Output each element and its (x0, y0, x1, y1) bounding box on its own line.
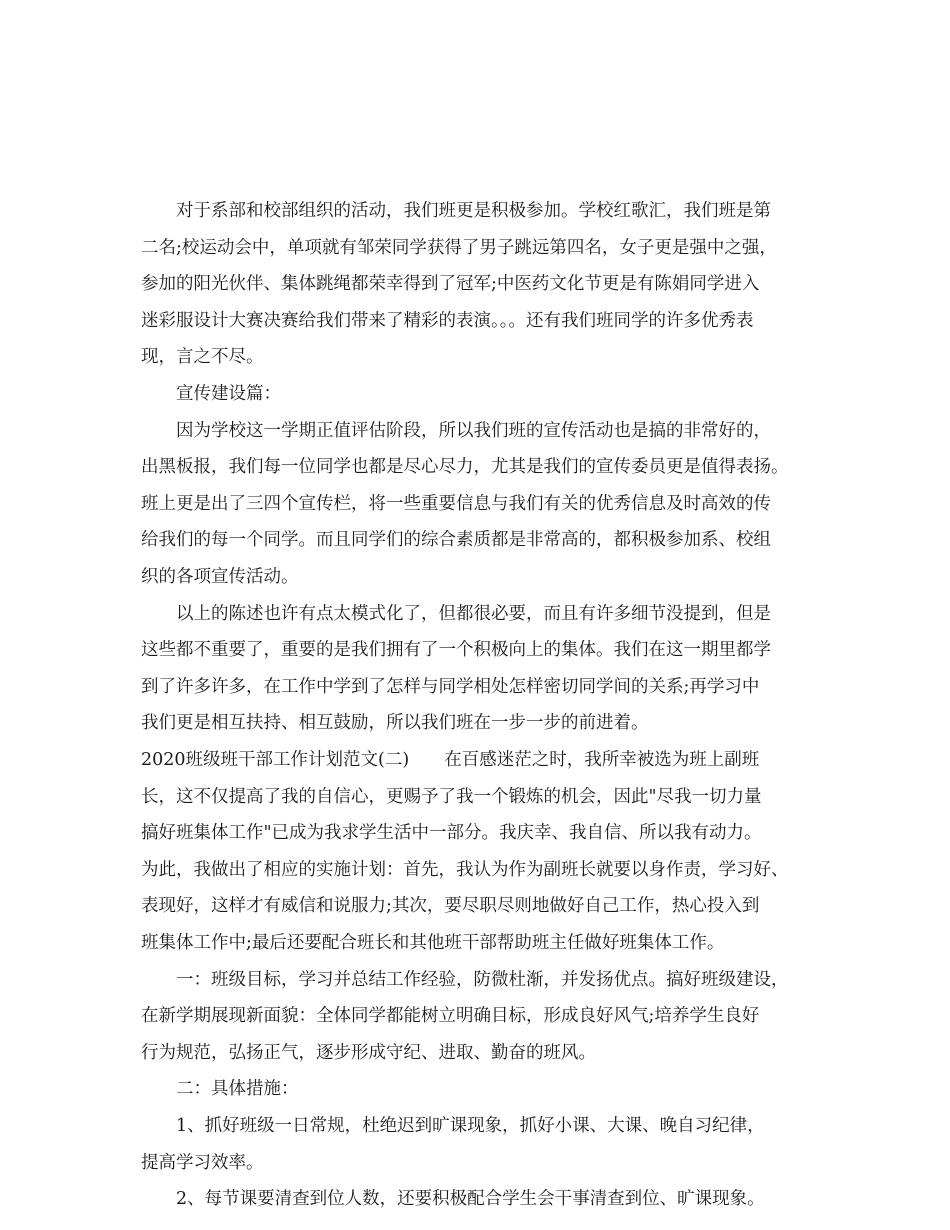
text-line: 2020班级班干部工作计划范文(二) 在百感迷茫之时，我所幸被选为班上副班 (141, 750, 760, 770)
text-line: 表现好，这样才有威信和说服力;其次，要尽职尽则地做好自己工作，热心投入到 (141, 896, 760, 917)
text-line: 搞好班集体工作"已成为我求学生活中一部分。我庆幸、我自信、所以我有动力。 (141, 823, 762, 844)
text-line: 现，言之不尽。 (141, 347, 264, 368)
text-line: 这些都不重要了，重要的是我们拥有了一个积极向上的集体。我们在这一期里都学 (141, 640, 771, 661)
text-line: 迷彩服设计大赛决赛给我们带来了精彩的表演。。。还有我们班同学的许多优秀表 (141, 310, 754, 331)
text-line: 提高学习效率。 (141, 1152, 264, 1173)
text-line: 行为规范，弘扬正气，逐步形成守纪、进取、勤奋的班风。 (141, 1042, 596, 1063)
text-line: 我们更是相互扶持、相互鼓励，所以我们班在一步一步的前进着。 (141, 713, 649, 734)
text-line: 二：具体措施： (141, 1079, 299, 1100)
text-line: 班集体工作中;最后还要配合班长和其他班干部帮助班主任做好班集体工作。 (141, 933, 725, 953)
text-line: 因为学校这一学期正值评估阶段，所以我们班的宣传活动也是搞的非常好的， (141, 420, 771, 441)
text-line: 在新学期展现新面貌：全体同学都能树立明确目标，形成良好风气;培养学生良好 (141, 1006, 760, 1027)
text-line: 一：班级目标，学习并总结工作经验，防微杜渐，并发扬优点。搞好班级建设， (141, 969, 789, 990)
text-line: 1、抓好班级一日常规，杜绝迟到旷课现象，抓好小课、大课、晚自习纪律， (141, 1116, 765, 1136)
text-line: 参加的阳光伙伴、集体跳绳都荣幸得到了冠军;中医药文化节更是有陈娟同学进入 (141, 274, 760, 295)
text-line: 到了许多许多，在工作中学到了怎样与同学相处怎样密切同学间的关系;再学习中 (141, 676, 760, 697)
text-line: 出黑板报，我们每一位同学也都是尽心尽力，尤其是我们的宣传委员更是值得表扬。 (141, 457, 789, 478)
text-line: 织的各项宣传活动。 (141, 567, 299, 587)
text-line: 以上的陈述也许有点太模式化了，但都很必要，而且有许多细节没提到，但是 (141, 603, 771, 624)
text-line: 为此，我做出了相应的实施计划：首先，我认为作为副班长就要以身作责，学习好、 (141, 859, 789, 880)
text-line: 给我们的每一个同学。而且同学们的综合素质都是非常高的，都积极参加系、校组 (141, 530, 771, 551)
text-line: 班上更是出了三四个宣传栏，将一些重要信息与我们有关的优秀信息及时高效的传 (141, 493, 771, 514)
text-line: 二名;校运动会中，单项就有邹荣同学获得了男子跳远第四名，女子更是强中之强， (141, 237, 777, 258)
text-line: 对于系部和校部组织的活动，我们班更是积极参加。学校红歌汇，我们班是第 (141, 201, 771, 221)
text-line: 宣传建设篇： (141, 384, 281, 404)
text-line: 长，这不仅提高了我的自信心，更赐予了我一个锻炼的机会，因此"尽我一切力量 (141, 786, 762, 807)
text-line: 2、每节课要清查到位人数，还要积极配合学生会干事清查到位、旷课现象。 (141, 1189, 765, 1210)
